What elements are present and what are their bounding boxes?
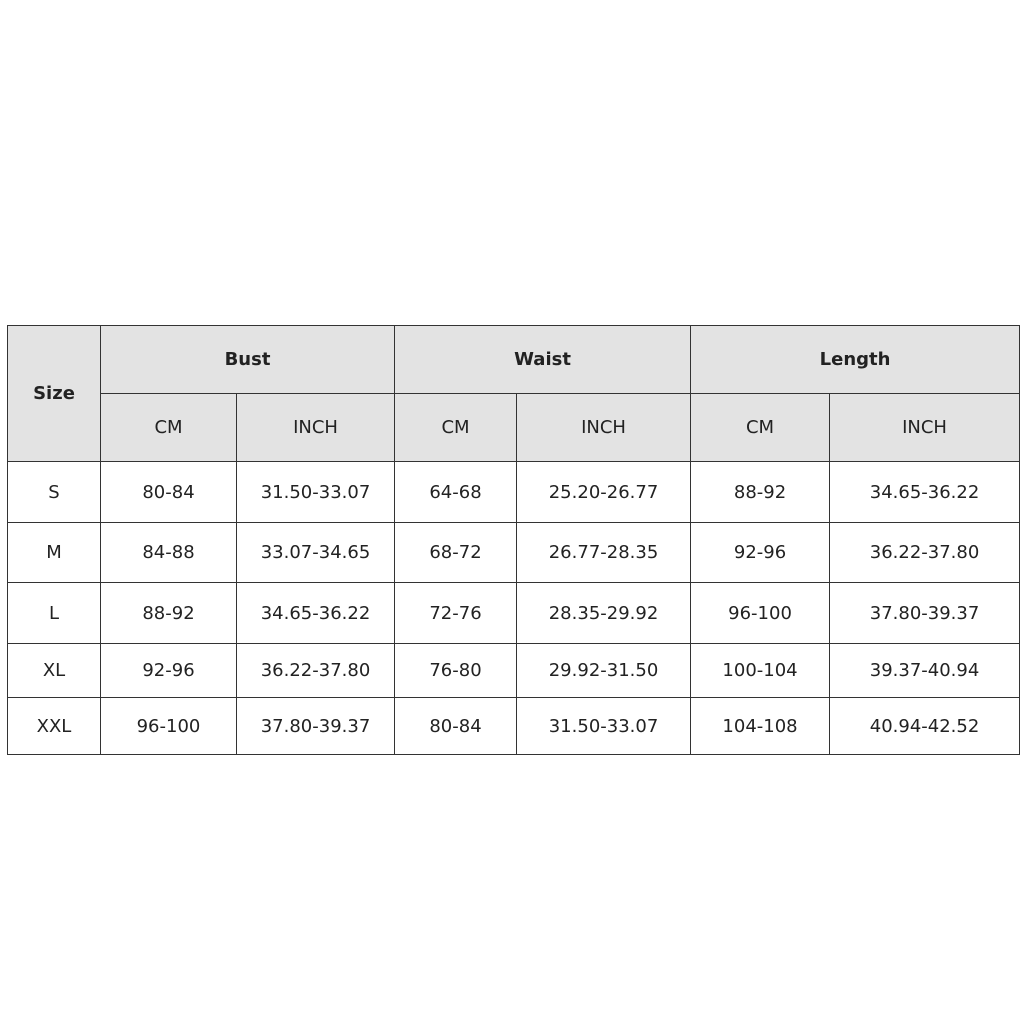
table-row — [8, 523, 1020, 583]
length-cm-cell: 96-100 — [691, 583, 830, 644]
table-row — [8, 462, 1020, 523]
waist-inch-header: INCH — [517, 394, 691, 462]
waist-inch-cell: 26.77-28.35 — [517, 523, 691, 583]
length-inch-cell: 37.80-39.37 — [830, 583, 1020, 644]
bust-cm-cell: 84-88 — [101, 523, 237, 583]
size-chart-table — [7, 325, 1020, 755]
waist-cm-cell: 76-80 — [395, 644, 517, 698]
bust-cm-cell: 96-100 — [101, 698, 237, 755]
header-row-units — [8, 394, 1020, 462]
table-row — [8, 644, 1020, 698]
waist-cm-header: CM — [395, 394, 517, 462]
table-row — [8, 698, 1020, 755]
bust-inch-header: INCH — [237, 394, 395, 462]
length-cm-header: CM — [691, 394, 830, 462]
length-inch-cell: 36.22-37.80 — [830, 523, 1020, 583]
size-cell: L — [8, 583, 101, 644]
length-inch-cell: 39.37-40.94 — [830, 644, 1020, 698]
waist-inch-cell: 29.92-31.50 — [517, 644, 691, 698]
length-cm-cell: 104-108 — [691, 698, 830, 755]
bust-group-header: Bust — [101, 326, 395, 394]
bust-cm-cell: 80-84 — [101, 462, 237, 523]
waist-cm-cell: 68-72 — [395, 523, 517, 583]
length-inch-cell: 40.94-42.52 — [830, 698, 1020, 755]
bust-cm-header: CM — [101, 394, 237, 462]
waist-inch-cell: 28.35-29.92 — [517, 583, 691, 644]
length-group-header: Length — [691, 326, 1020, 394]
waist-cm-cell: 80-84 — [395, 698, 517, 755]
bust-cm-cell: 92-96 — [101, 644, 237, 698]
bust-cm-cell: 88-92 — [101, 583, 237, 644]
bust-inch-cell: 37.80-39.37 — [237, 698, 395, 755]
length-cm-cell: 88-92 — [691, 462, 830, 523]
size-column-header: Size — [8, 326, 101, 462]
header-row-groups — [8, 326, 1020, 394]
bust-inch-cell: 31.50-33.07 — [237, 462, 395, 523]
size-cell: M — [8, 523, 101, 583]
bust-inch-cell: 36.22-37.80 — [237, 644, 395, 698]
size-cell: S — [8, 462, 101, 523]
table-row — [8, 583, 1020, 644]
length-inch-header: INCH — [830, 394, 1020, 462]
size-cell: XXL — [8, 698, 101, 755]
length-cm-cell: 100-104 — [691, 644, 830, 698]
length-inch-cell: 34.65-36.22 — [830, 462, 1020, 523]
waist-inch-cell: 25.20-26.77 — [517, 462, 691, 523]
waist-inch-cell: 31.50-33.07 — [517, 698, 691, 755]
waist-group-header: Waist — [395, 326, 691, 394]
size-cell: XL — [8, 644, 101, 698]
bust-inch-cell: 34.65-36.22 — [237, 583, 395, 644]
length-cm-cell: 92-96 — [691, 523, 830, 583]
waist-cm-cell: 72-76 — [395, 583, 517, 644]
waist-cm-cell: 64-68 — [395, 462, 517, 523]
bust-inch-cell: 33.07-34.65 — [237, 523, 395, 583]
